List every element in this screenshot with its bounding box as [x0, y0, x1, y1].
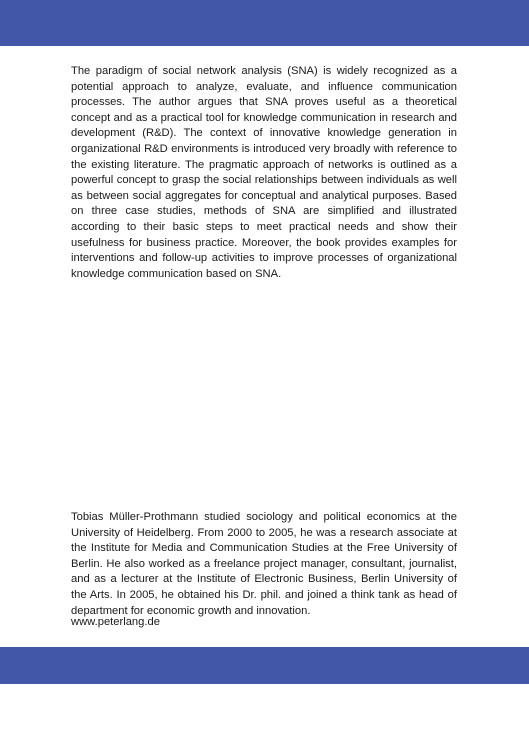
book-abstract: The paradigm of social network analysis (SNA) is widely recognized as a potential approach to analyze, evaluate, and influence communication processes. The author argues that SNA proves useful as a theoretical concept and as a practical tool for knowledge communication in research and development (R&D). The context of innovative knowledge generation in organizational R&D environments is introduced very broadly with reference to the existing literature. The pragmatic approach of networks is outlined as a powerful concept to grasp the social relationships between individuals as well as between social aggregates for conceptual and analytical purposes. Based on three case studies, methods of SNA are simplified and illustrated according to their basic steps to meet practical needs and show their usefulness for business practice. Moreover, the book provides examples for interventions and follow-up activities to improve processes of organizational knowledge communication based on SNA. [71, 65, 457, 280]
publisher-url: www.peterlang.de [71, 616, 160, 628]
top-color-band [0, 0, 529, 46]
author-biography: Tobias Müller-Prothmann studied sociology and political economics at the University of Heidelberg. From 2000 to 2005, he was a research associate at the Institute for Media and Communication Studies at the Free University of Berlin. He also worked as a freelance project manager, consultant, journalist, and as a lecturer at the Institute of Electronic Business, Berlin University of the Arts. In 2005, he obtained his Dr. phil. and joined a think tank as head of department for economic growth and innovation. [71, 511, 457, 617]
bottom-color-band [0, 647, 529, 684]
